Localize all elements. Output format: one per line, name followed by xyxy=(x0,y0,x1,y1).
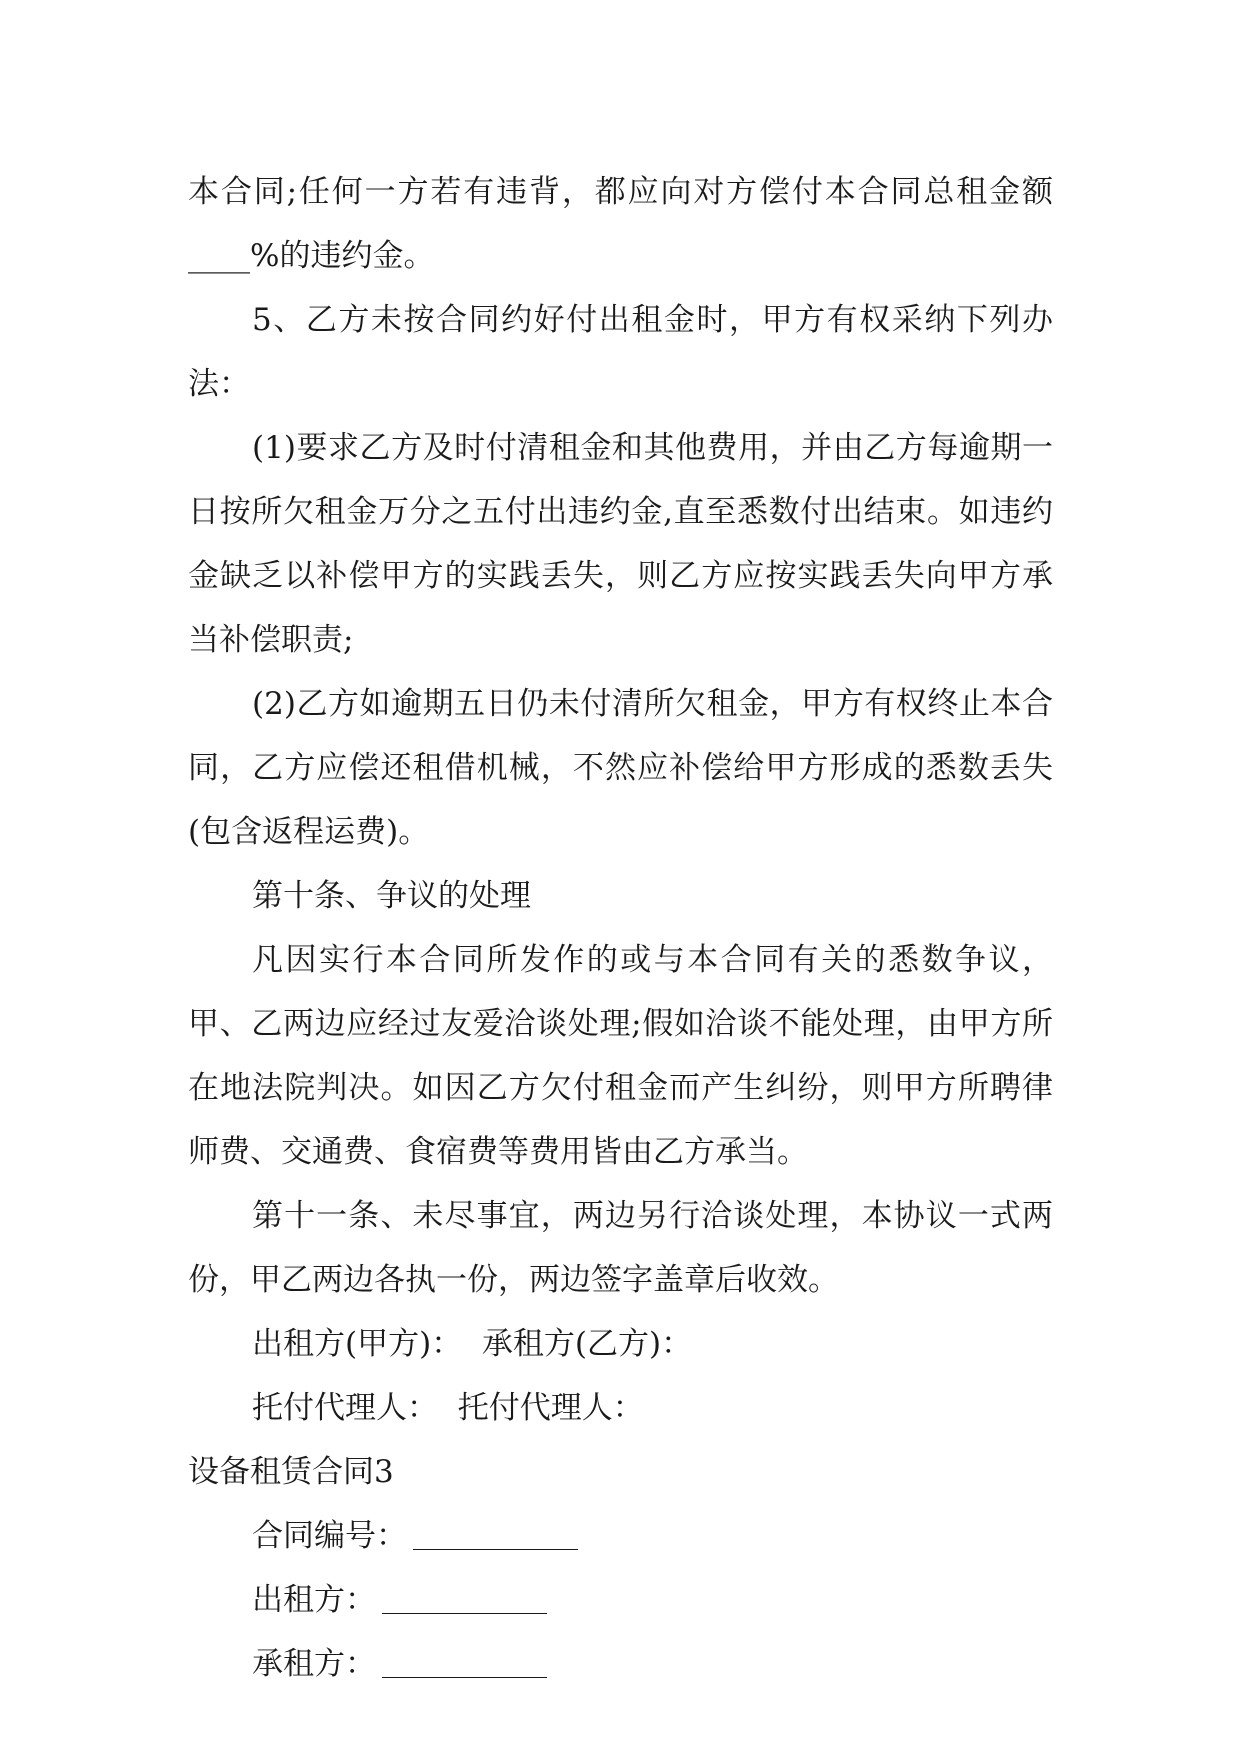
lessor-label: 出租方： xyxy=(252,1582,376,1618)
contract-number-blank xyxy=(413,1519,578,1550)
lessor-blank xyxy=(382,1583,547,1614)
signature-agents-line: 托付代理人： 托付代理人： xyxy=(252,1390,644,1426)
section-title: 设备租赁合同3 xyxy=(188,1454,394,1490)
paragraph-penalty-clause: 本合同;任何一方若有违背，都应向对方偿付本合同总租金额____%的违约金。 xyxy=(188,174,1053,274)
paragraph-clause-5-2: (2)乙方如逾期五日仍未付清所欠租金，甲方有权终止本合同，乙方应偿还租借机械，不然应补偿给甲方形成的悉数丢失(包含返程运费)。 xyxy=(188,686,1053,850)
paragraph-clause-5: 5、乙方未按合同约好付出租金时，甲方有权采纳下列办法： xyxy=(188,302,1053,402)
signature-parties-line: 出租方(甲方)： 承租方(乙方)： xyxy=(252,1326,693,1362)
document-page xyxy=(188,160,1053,1696)
lessee-field xyxy=(188,1632,1053,1696)
lessor-field xyxy=(188,1568,1053,1632)
paragraph-article-11: 第十一条、未尽事宜，两边另行洽谈处理，本协议一式两份，甲乙两边各执一份，两边签字盖章后收效。 xyxy=(188,1198,1053,1298)
article-10-heading: 第十条、争议的处理 xyxy=(252,878,531,914)
paragraph-clause-5-1: (1)要求乙方及时付清租金和其他费用，并由乙方每逾期一日按所欠租金万分之五付出违约金,直至悉数付出结束。如违约金缺乏以补偿甲方的实践丢失，则乙方应按实践丢失向甲方承当补偿职责; xyxy=(188,430,1053,658)
paragraph-dispute-resolution: 凡因实行本合同所发作的或与本合同有关的悉数争议，甲、乙两边应经过友爱洽谈处理;假如洽谈不能处理，由甲方所在地法院判决。如因乙方欠付租金而产生纠纷，则甲方所聘律师费、交通费、食宿费等费用皆由乙方承当。 xyxy=(188,942,1053,1170)
contract-number-field xyxy=(188,1504,1053,1568)
contract-number-label: 合同编号： xyxy=(252,1518,407,1554)
lessee-blank xyxy=(382,1647,547,1678)
lessee-label: 承租方： xyxy=(252,1646,376,1682)
